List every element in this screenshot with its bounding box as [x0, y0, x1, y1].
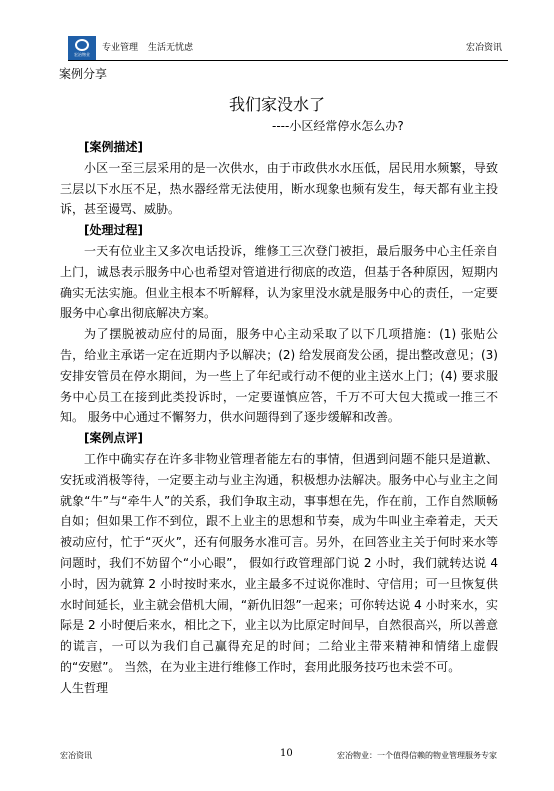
section-label: 案例分享 — [59, 67, 108, 81]
logo-text: 宏冶物业 — [74, 52, 90, 57]
header-slogan — [102, 40, 203, 53]
heading-case-comment: [案例点评] — [84, 431, 143, 446]
page-number: 10 — [280, 748, 293, 759]
footer-left-text: 宏冶资讯 — [60, 751, 92, 760]
logo-emblem-icon — [75, 39, 89, 51]
page-header — [68, 36, 508, 61]
slogan-part-2: 生活无忧虑 — [148, 43, 194, 53]
heading-handling-process: [处理过程] — [84, 223, 143, 238]
slogan-part-1: 专业管理 — [102, 43, 139, 53]
paragraph: 工作中确实存在许多非物业管理者能左右的事情，但遇到问题不能只是道歉、安抚或消极等待，一定要主动与业主沟通，积极想办法解决。服务中心与业主之间就象“牛”与“牵牛人”的关系，我们争取主动，事事想在先，作在前，工作自然顺畅自如；但如果工作不到位，跟不上业主的思想和节奏，成为牛叫业主牵着走，天天被动应付，忙于“灭火”，还有何服务水准可言。另外，在回答业主关于何时来水等问题时，我们不妨留个“小心眼”， 假如行政管理部门说 2 小时，我们就转达说 4 小时，因为就算 2 小时按时来水，业主最多不过说你准时、守信用；可一旦恢复供水时间延长，业主就会借机大闹，“新仇旧怨”一起来；可你转达说 4 小时来水，实际是 2 小时便后来水，相比之下，业主以为比原定时间早，自然很高兴，所以善意的谎言，一可以为我们自己赢得充足的时间；二给业主带来精神和情绪上虚假的“安慰”。 当然，在为业主进行维修工作时，套用此服务技巧也未尝不可。 — [60, 451, 498, 674]
paragraph: 为了摆脱被动应付的局面，服务中心主动采取了以下几项措施：(1) 张贴公告，给业主承诺一定在近期内予以解决；(2) 给发展商发公函，提出整改意见；(3) 安排安管员在停水期间，为一些上了年纪或行动不便的业主送水上门；(4) 要求服务中心员工在接到此类投诉时，一定要谨慎应答，千万不可大包大揽或一推三不知。 服务中心通过不懈努力，供水问题得到了逐步缓解和改善。 — [60, 327, 498, 425]
header-right-text: 宏冶资讯 — [465, 43, 502, 53]
company-logo — [68, 36, 96, 60]
paragraph: 小区一至三层采用的是一次供水，由于市政供水水压低，居民用水频繁，导致三层以下水压不足，热水器经常无法使用，断水现象也频有发生，每天都有业主投诉，甚至谩骂、威胁。 — [60, 160, 498, 217]
heading-case-description: [案例描述] — [84, 140, 143, 154]
article-body — [60, 137, 498, 699]
article-subtitle: ----小区经常停水怎么办? — [272, 119, 404, 133]
paragraph: 一天有位业主又多次电话投诉，维修工三次登门被拒，最后服务中心主任亲自上门，诚恳表示服务中心也希望对管道进行彻底的改造，但基于各种原因，短期内确实无法实施。但业主根本不听解释，认为家里没水就是服务中心的责任，一定要服务中心拿出彻底解决方案。 — [60, 243, 498, 321]
next-section-label: 人生哲理 — [60, 680, 109, 695]
article-title: 我们家没水了 — [228, 95, 325, 114]
footer-right-text: 宏冶物业：一个值得信赖的物业管理服务专家 — [337, 751, 497, 760]
